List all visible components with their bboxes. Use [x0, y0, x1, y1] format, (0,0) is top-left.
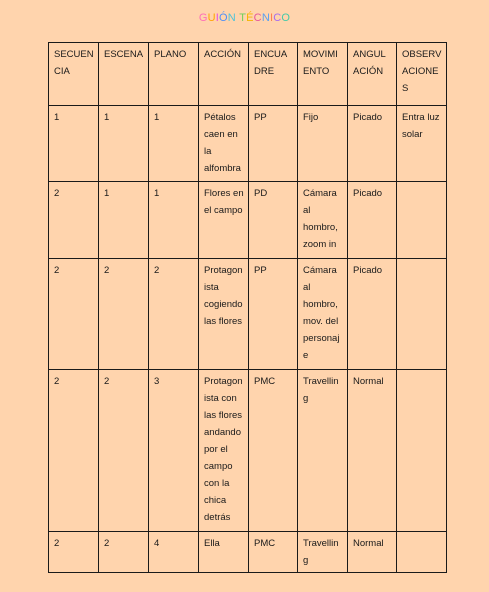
- table-row: [49, 106, 447, 182]
- header-movimiento: MOVIMIENTO: [298, 43, 348, 106]
- cell-accion: Protagonista con las flores andando por el campo con la chica detrás: [199, 370, 249, 532]
- title-letter: N: [227, 12, 236, 24]
- cell-encuadre: PP: [249, 259, 298, 370]
- title-letter: Ó: [219, 12, 228, 24]
- cell-observaciones: Entra luz solar: [397, 106, 447, 182]
- cell-movimiento: Travelling: [298, 370, 348, 532]
- cell-escena: 2: [99, 259, 149, 370]
- cell-movimiento: Fijo: [298, 106, 348, 182]
- table-row: [49, 532, 447, 573]
- title-letter: N: [261, 12, 270, 24]
- header-observaciones: OBSERVACIONES: [397, 43, 447, 106]
- header-escena: ESCENA: [99, 43, 149, 106]
- title-letter: U: [207, 12, 216, 24]
- cell-encuadre: PMC: [249, 532, 298, 573]
- cell-secuencia: 2: [49, 532, 99, 573]
- cell-plano: 4: [149, 532, 199, 573]
- cell-angulacion: Picado: [348, 106, 397, 182]
- cell-plano: 1: [149, 182, 199, 259]
- title-letter: T: [239, 12, 247, 24]
- header-encuadre: ENCUADRE: [249, 43, 298, 106]
- title-letter: G: [198, 12, 208, 24]
- cell-secuencia: 2: [49, 259, 99, 370]
- title-letter: O: [281, 12, 291, 24]
- cell-angulacion: Normal: [348, 532, 397, 573]
- cell-escena: 2: [99, 370, 149, 532]
- cell-accion: Protagonista cogiendo las flores: [199, 259, 249, 370]
- cell-escena: 2: [99, 532, 149, 573]
- cell-secuencia: 1: [49, 106, 99, 182]
- cell-accion: Ella: [199, 532, 249, 573]
- title-letter: C: [273, 12, 282, 24]
- cell-angulacion: Normal: [348, 370, 397, 532]
- cell-escena: 1: [99, 182, 149, 259]
- cell-plano: 3: [149, 370, 199, 532]
- title-letter: C: [253, 12, 262, 24]
- cell-angulacion: Picado: [348, 182, 397, 259]
- cell-secuencia: 2: [49, 182, 99, 259]
- header-angulacion: ANGULACIÓN: [348, 43, 397, 106]
- cell-plano: 2: [149, 259, 199, 370]
- cell-angulacion: Picado: [348, 259, 397, 370]
- cell-movimiento: Travelling: [298, 532, 348, 573]
- cell-secuencia: 2: [49, 370, 99, 532]
- cell-accion: Pétalos caen en la alfombra: [199, 106, 249, 182]
- page-title: [0, 12, 489, 24]
- title-letter: I: [215, 12, 220, 24]
- header-secuencia: SECUENCIA: [49, 43, 99, 106]
- cell-observaciones: [397, 532, 447, 573]
- cell-observaciones: [397, 259, 447, 370]
- cell-encuadre: PD: [249, 182, 298, 259]
- cell-observaciones: [397, 370, 447, 532]
- table-row: [49, 182, 447, 259]
- cell-observaciones: [397, 182, 447, 259]
- table-row: [49, 370, 447, 532]
- cell-plano: 1: [149, 106, 199, 182]
- cell-escena: 1: [99, 106, 149, 182]
- header-accion: ACCIÓN: [199, 43, 249, 106]
- cell-encuadre: PP: [249, 106, 298, 182]
- title-letter: I: [269, 12, 274, 24]
- table-row: [49, 259, 447, 370]
- technical-script-table: [48, 42, 447, 573]
- cell-movimiento: Cámara al hombro, mov. del personaje: [298, 259, 348, 370]
- table-header-row: [49, 43, 447, 106]
- cell-accion: Flores en el campo: [199, 182, 249, 259]
- title-letter: É: [246, 12, 254, 24]
- cell-movimiento: Cámara al hombro, zoom in: [298, 182, 348, 259]
- cell-encuadre: PMC: [249, 370, 298, 532]
- header-plano: PLANO: [149, 43, 199, 106]
